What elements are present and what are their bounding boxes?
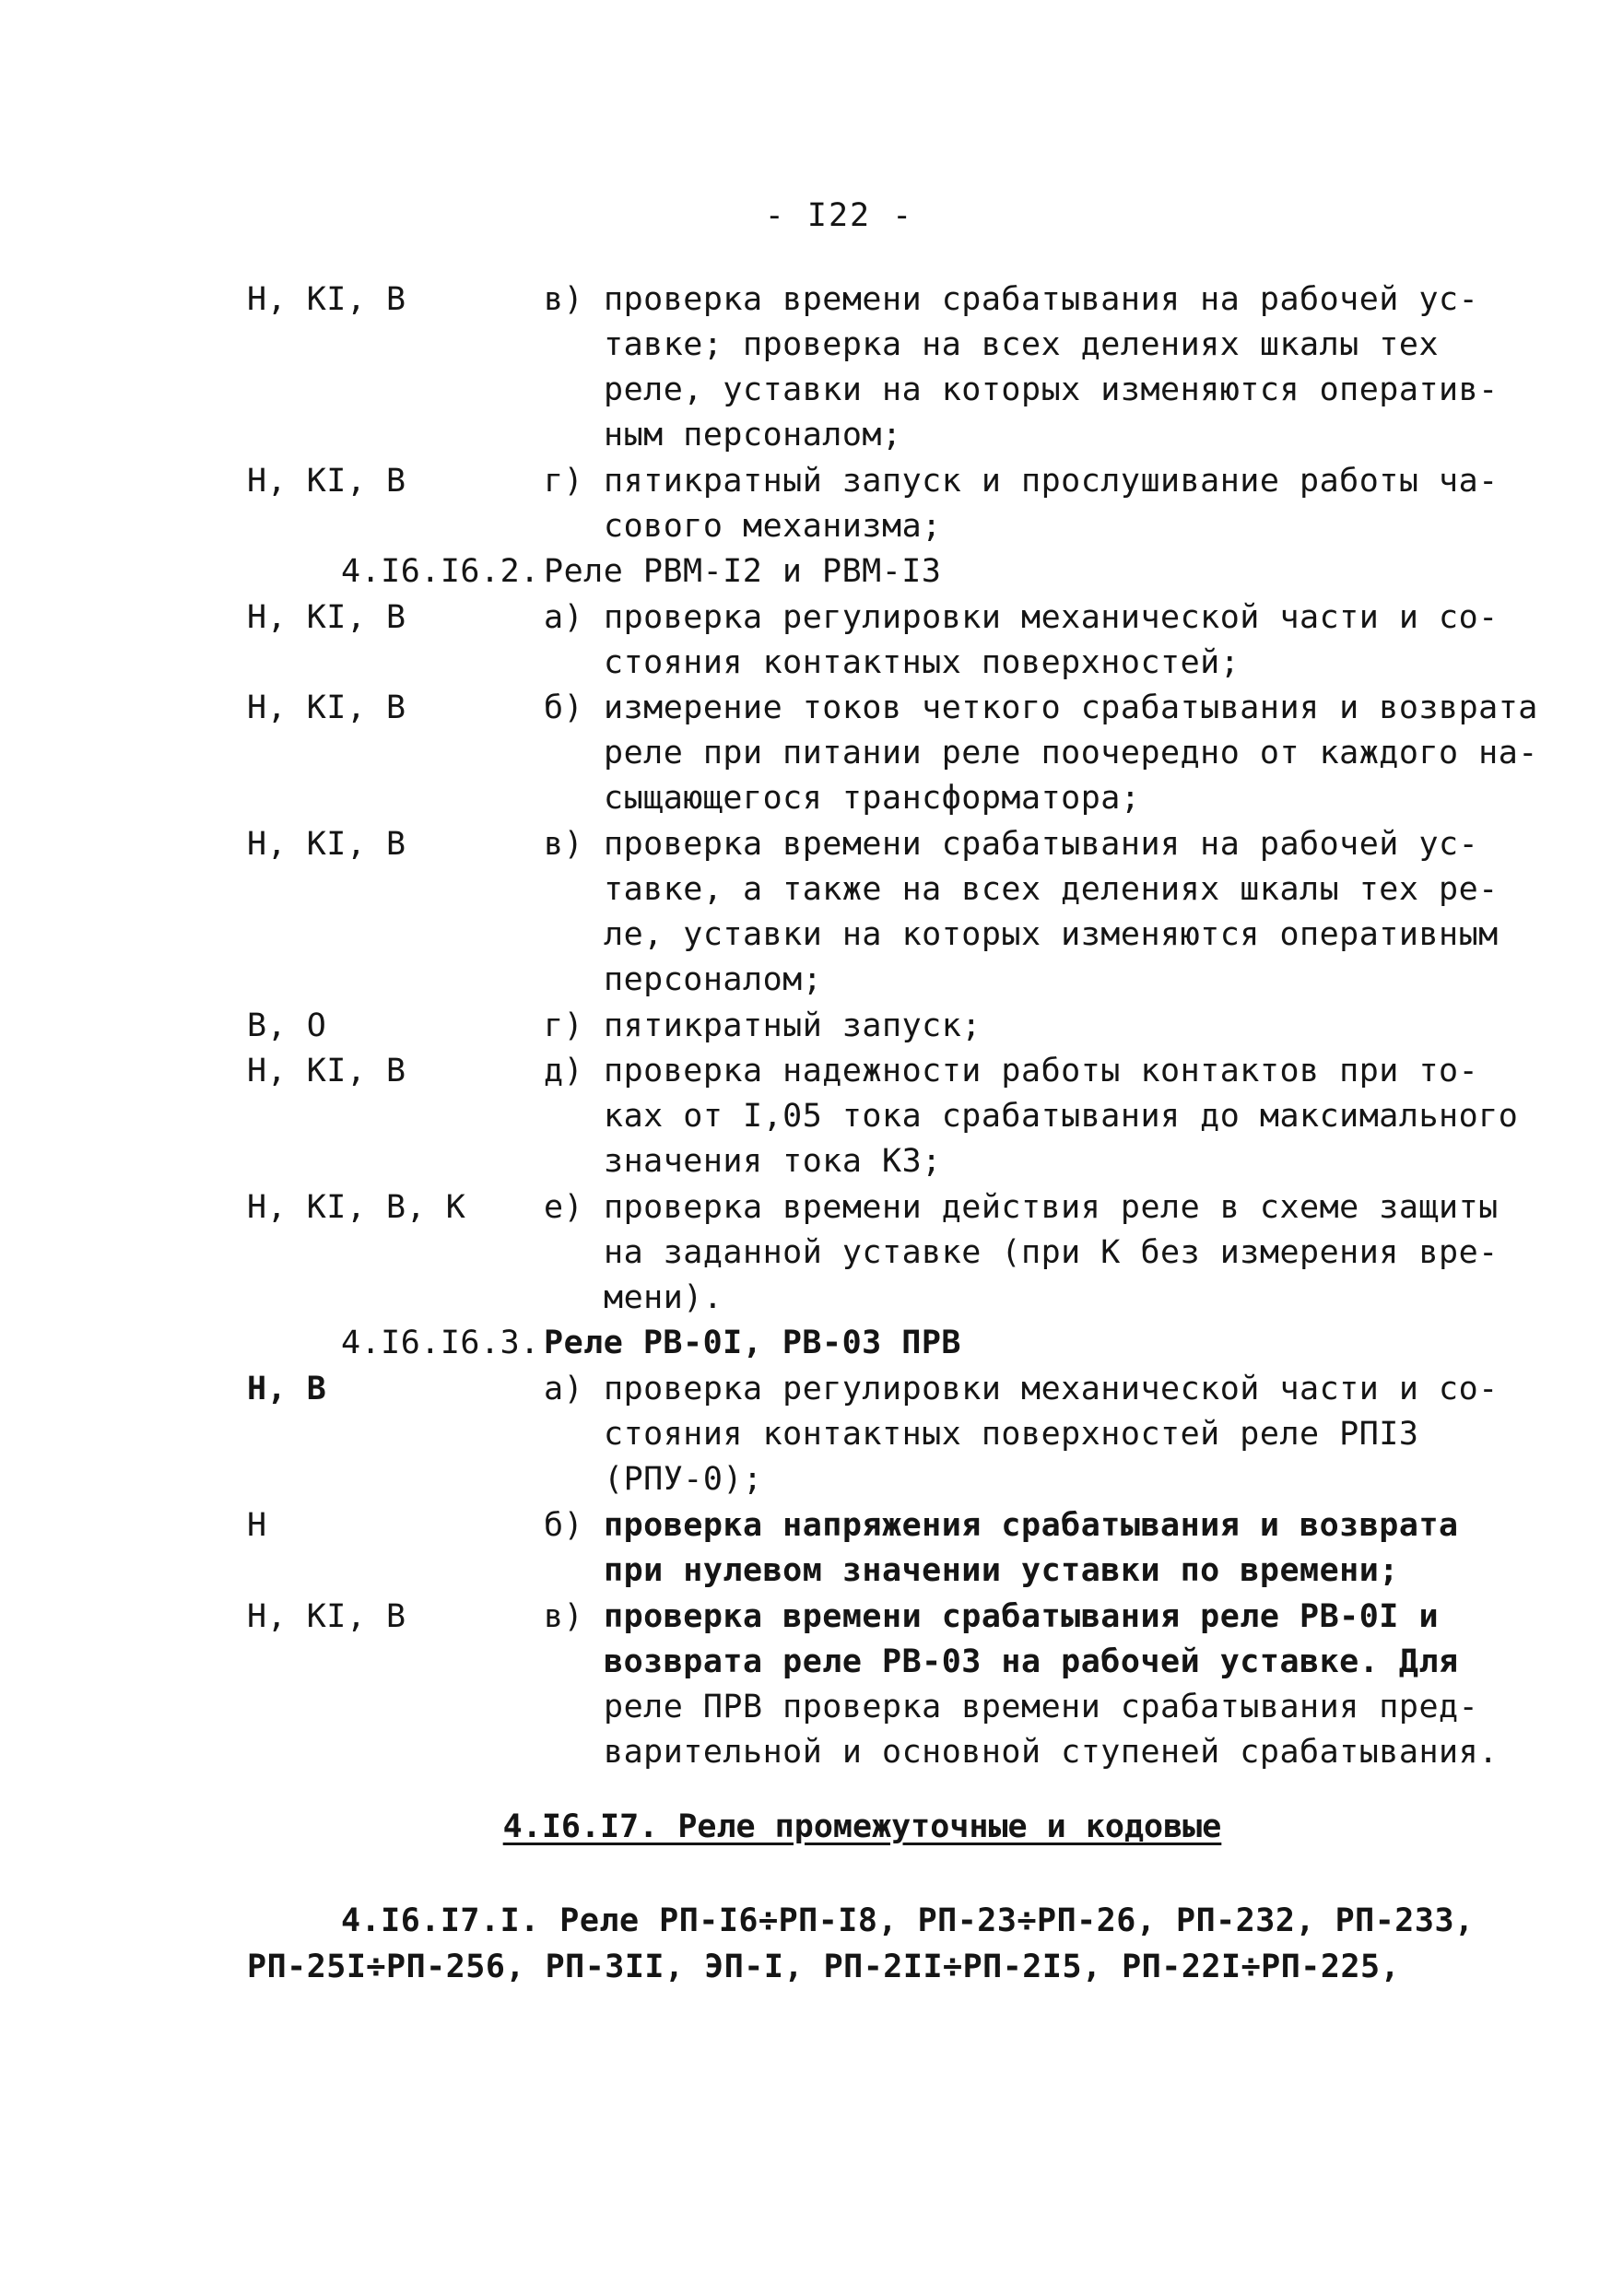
- item-text-line: мени).: [604, 1279, 723, 1316]
- item-text-line: сыщающегося трансформатора;: [604, 780, 1141, 817]
- item-text-line: ным персоналом;: [604, 417, 902, 453]
- item-text-line: пятикратный запуск и прослушивание работы ча-: [604, 463, 1499, 500]
- item-letter: в): [544, 281, 584, 318]
- item-letter: г): [544, 1007, 584, 1044]
- item-text-line: ле, уставки на которых изменяются оперативным: [604, 916, 1499, 953]
- item-codes: Н: [247, 1507, 267, 1544]
- item-letter: е): [544, 1189, 584, 1226]
- item-codes: Н, КI, В: [247, 599, 406, 636]
- item-text-line: (РПУ-0);: [604, 1461, 763, 1498]
- item-codes: Н, КI, В: [247, 463, 406, 500]
- subsection-number: 4.I6.I6.3.: [341, 1325, 540, 1361]
- item-codes: Н, КI, В: [247, 281, 406, 318]
- item-letter: б): [544, 689, 584, 726]
- item-text-line: проверка регулировки механической части и со-: [604, 1371, 1499, 1407]
- item-text-line: возврата реле РВ-03 на рабочей уставке. Для: [604, 1643, 1459, 1680]
- item-codes: Н, КI, В, К: [247, 1189, 466, 1226]
- item-text-line: реле при питании реле поочередно от каждого на-: [604, 735, 1538, 771]
- subsection-title: Реле РВ-0I, РВ-03 ПРВ: [544, 1325, 962, 1361]
- item-text-line: проверка надежности работы контактов при то-: [604, 1053, 1479, 1089]
- item-text-line: тавке; проверка на всех делениях шкалы тех: [604, 326, 1440, 363]
- item-text-line: сового механизма;: [604, 508, 942, 545]
- item-text-line: при нулевом значении уставки по времени;: [604, 1552, 1399, 1589]
- page-number: - I22 -: [764, 197, 914, 234]
- item-text-line: проверка времени срабатывания на рабочей ус-: [604, 281, 1479, 318]
- item-text-line: реле, уставки на которых изменяются оператив-: [604, 371, 1499, 408]
- item-text-line: варительной и основной ступеней срабатывания.: [604, 1734, 1499, 1771]
- subsection-number: 4.I6.I6.2.: [341, 553, 540, 590]
- item-text-line: проверка напряжения срабатывания и возврата: [604, 1507, 1459, 1544]
- item-text-line: проверка времени срабатывания реле РВ-0I и: [604, 1598, 1440, 1635]
- item-codes: Н, КI, В: [247, 689, 406, 726]
- item-text-line: стояния контактных поверхностей реле РПI3: [604, 1416, 1419, 1453]
- item-text-line: ках от I,05 тока срабатывания до максимального: [604, 1098, 1519, 1135]
- item-text-line: тавке, а также на всех делениях шкалы тех ре-: [604, 871, 1499, 908]
- item-letter: в): [544, 1598, 584, 1635]
- item-codes: Н, В: [247, 1371, 327, 1407]
- item-text-line: стояния контактных поверхностей;: [604, 644, 1241, 681]
- item-letter: а): [544, 599, 584, 636]
- item-letter: в): [544, 826, 584, 863]
- item-letter: г): [544, 463, 584, 500]
- item-text-line: проверка времени действия реле в схеме защиты: [604, 1189, 1499, 1226]
- paragraph-line: РП-25I÷РП-256, РП-3II, ЭП-I, РП-2II÷РП-2I5, РП-22I÷РП-225,: [247, 1949, 1401, 1985]
- item-text-line: пятикратный запуск;: [604, 1007, 982, 1044]
- item-text-line: реле ПРВ проверка времени срабатывания пред-: [604, 1689, 1479, 1725]
- item-text-line: измерение токов четкого срабатывания и возврата: [604, 689, 1538, 726]
- subsection-title: Реле РВМ-I2 и РВМ-I3: [544, 553, 942, 590]
- paragraph-line: 4.I6.I7.I. Реле РП-I6÷РП-I8, РП-23÷РП-26, РП-232, РП-233,: [341, 1902, 1475, 1939]
- item-text-line: персоналом;: [604, 961, 823, 998]
- item-letter: б): [544, 1507, 584, 1544]
- item-codes: В, О: [247, 1007, 327, 1044]
- section-title: 4.I6.I7. Реле промежуточные и кодовые: [502, 1808, 1222, 1845]
- item-text-line: проверка регулировки механической части и со-: [604, 599, 1499, 636]
- item-text-line: проверка времени срабатывания на рабочей ус-: [604, 826, 1479, 863]
- item-text-line: на заданной уставке (при К без измерения вре-: [604, 1234, 1499, 1271]
- item-codes: Н, КI, В: [247, 1598, 406, 1635]
- item-codes: Н, КI, В: [247, 1053, 406, 1089]
- item-codes: Н, КI, В: [247, 826, 406, 863]
- item-letter: а): [544, 1371, 584, 1407]
- item-text-line: значения тока КЗ;: [604, 1143, 942, 1180]
- item-letter: д): [544, 1053, 584, 1089]
